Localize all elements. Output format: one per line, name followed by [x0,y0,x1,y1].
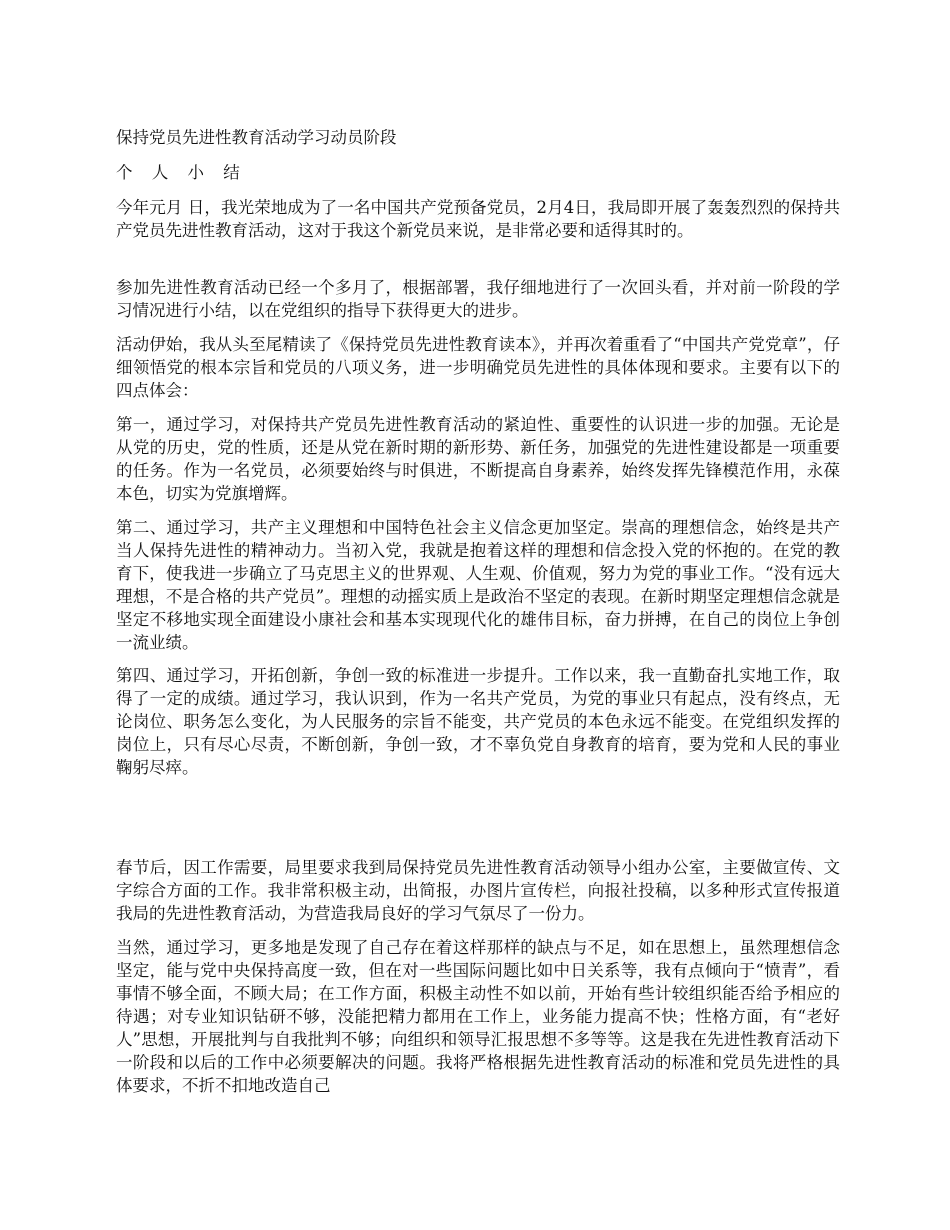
paragraph-2: 参加先进性教育活动已经一个多月了，根据部署，我仔细地进行了一次回头看，并对前一阶段的学习情况进行小结，以在党组织的指导下获得更大的进步。 [116,278,840,320]
paragraph-6: 第四、通过学习，开拓创新，争创一致的标准进一步提升。工作以来，我一直勤奋扎实地工作，取得了一定的成绩。通过学习，我认识到，作为一名共产党员，为党的事业只有起点，没有终点，无论岗位、职务怎么变化，为人民服务的宗旨不能变，共产党员的本色永远不能变。在党组织发挥的岗位上，只有尽心尽责，不断创新，争创一致，才不辜负党自身教育的培育，要为党和人民的事业鞠躬尽瘁。 [116,666,840,777]
paragraph-1: 今年元月 日，我光荣地成为了一名中国共产党预备党员，2月4日，我局即开展了轰轰烈烈的保持共产党员先进性教育活动，这对于我这个新党员来说，是非常必要和适得其时的。 [116,198,840,240]
paragraph-8: 当然，通过学习，更多地是发现了自己存在着这样那样的缺点与不足，如在思想上，虽然理想信念坚定，能与党中央保持高度一致，但在对一些国际问题比如中日关系等，我有点倾向于“愤青”，看事情不够全面，不顾大局；在工作方面，积极主动性不如以前，开始有些计较组织能否给予相应的待遇；对专业知识钻研不够，没能把精力都用在工作上，业务能力提高不快；性格方面，有“老好人”思想，开展批判与自我批判不够；向组织和领导汇报思想不多等等。这是我在先进性教育活动下一阶段和以后的工作中必须要解决的问题。我将严格根据先进性教育活动的标准和党员先进性的具体要求，不折不扣地改造自己 [116,938,840,1095]
document-subtitle: 个 人 小 结 [116,163,247,182]
paragraph-3: 活动伊始，我从头至尾精读了《保持党员先进性教育读本》，并再次着重看了“中国共产党党章”，仔细领悟党的根本宗旨和党员的八项义务，进一步明确党员先进性的具体体现和要求。主要有以下的四点体会： [116,335,840,400]
paragraph-4: 第一，通过学习，对保持共产党员先进性教育活动的紧迫性、重要性的认识进一步的加强。无论是从党的历史，党的性质，还是从党在新时期的新形势、新任务，加强党的先进性建设都是一项重要的任务。作为一名党员，必须要始终与时俱进，不断提高自身素养，始终发挥先锋模范作用，永葆 本色，切实为党旗增辉。 [116,415,840,503]
paragraph-5: 第二、通过学习，共产主义理想和中国特色社会主义信念更加坚定。崇高的理想信念，始终是共产当人保持先进性的精神动力。当初入党，我就是抱着这样的理想和信念投入党的怀抱的。在党的教育下，使我进一步确立了马克思主义的世界观、人生观、价值观，努力为党的事业工作。“没有远大理想，不是合格的共产党员”。理想的动摇实质上是政治不坚定的表现。在新时期坚定理想信念就是坚定不移地实现全面建设小康社会和基本实现现代化的雄伟目标，奋力拼搏，在自己的岗位上争创一流业绩。 [116,518,840,652]
document-title: 保持党员先进性教育活动学习动员阶段 [116,128,397,147]
paragraph-7: 春节后，因工作需要，局里要求我到局保持党员先进性教育活动领导小组办公室，主要做宣传、文字综合方面的工作。我非常积极主动，出简报，办图片宣传栏，向报社投稿，以多种形式宣传报道我局的先进性教育活动，为营造我局良好的学习气氛尽了一份力。 [116,858,840,923]
